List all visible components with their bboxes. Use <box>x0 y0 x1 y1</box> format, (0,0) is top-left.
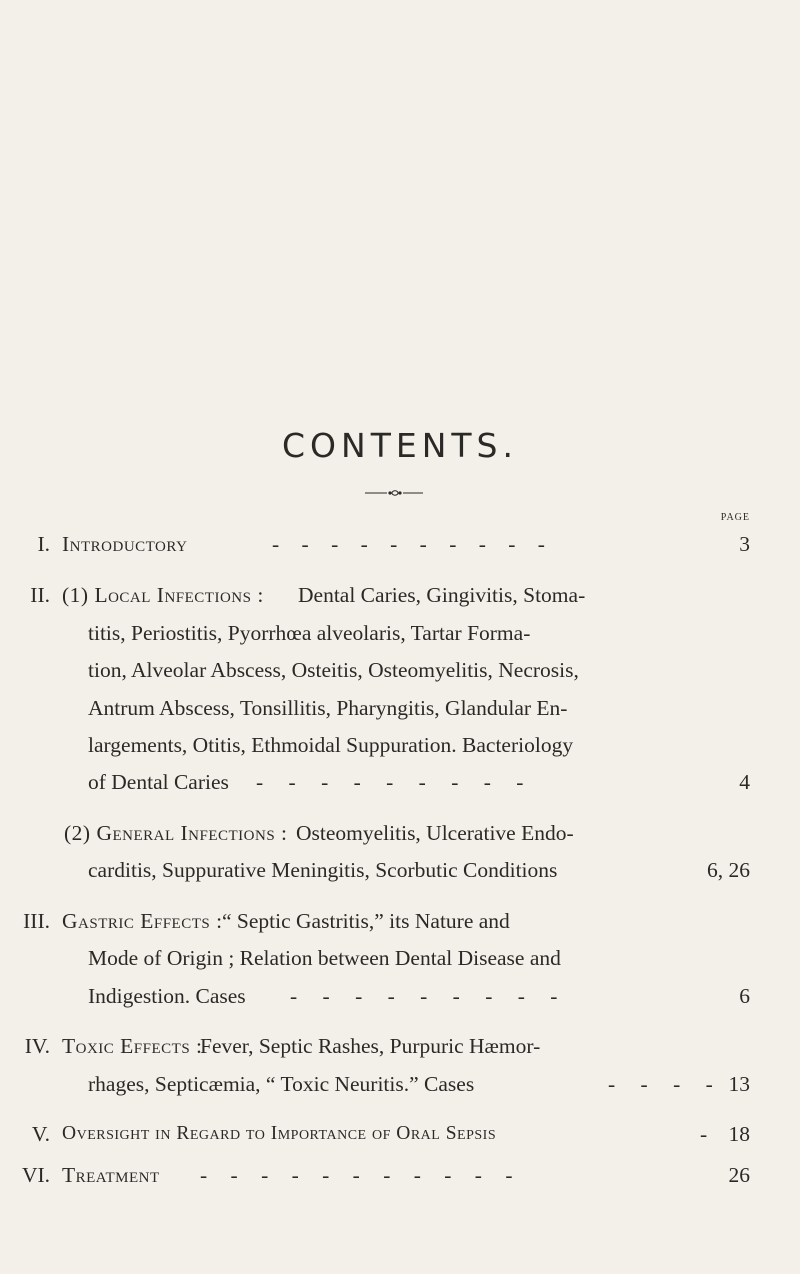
entry-heading: (2) General Infections : <box>64 821 288 845</box>
entry-heading: Gastric Effects : <box>62 909 223 933</box>
entry-heading: Oversight in Regard to Importance of Oral Sepsis <box>62 1123 497 1144</box>
entry-number: IV. <box>24 1034 50 1058</box>
leader-dots: - - - - - - - - - - <box>272 532 545 556</box>
entry-text-line: titis, Periostitis, Pyorrhœa alveolaris, Tartar Forma- <box>88 621 531 645</box>
leader-dots: - - - - - - - - - <box>256 770 524 794</box>
entry-page: 3 <box>739 532 750 556</box>
entry-text-line: Antrum Abscess, Tonsillitis, Pharyngitis, Glandular En- <box>88 696 568 720</box>
entry-heading: (1) Local Infections : <box>62 583 264 607</box>
leader-dots: - - - - - - - - - - - <box>200 1163 513 1187</box>
page-column-label: PAGE <box>720 512 750 523</box>
entry-page: 13 <box>728 1072 750 1096</box>
entry-text-line: Dental Caries, Gingivitis, Stoma- <box>298 583 586 607</box>
leader-dots: - <box>700 1122 708 1146</box>
entry-text-line: “ Septic Gastritis,” its Nature and <box>222 909 510 933</box>
ornament-divider <box>365 488 423 498</box>
entry-page: 6, 26 <box>707 858 750 882</box>
entry-number: VI. <box>21 1163 50 1187</box>
entry-number: I. <box>37 532 50 556</box>
entry-heading: Introductory <box>62 532 188 556</box>
entry-number: V. <box>31 1122 50 1146</box>
entry-heading: Treatment <box>62 1163 160 1187</box>
entry-text-line: carditis, Suppurative Meningitis, Scorbutic Conditions <box>88 858 558 882</box>
page-title: CONTENTS. <box>282 426 518 465</box>
entry-text-line: Fever, Septic Rashes, Purpuric Hæmor- <box>200 1034 541 1058</box>
entry-page: 4 <box>739 770 750 794</box>
entry-number: III. <box>23 909 50 933</box>
entry-text-line: largements, Otitis, Ethmoidal Suppuration. Bacteriology <box>88 733 574 757</box>
leader-dots: - - - - - - - - - <box>290 984 558 1008</box>
entry-text-line: rhages, Septicæmia, “ Toxic Neuritis.” Cases <box>88 1072 475 1096</box>
entry-page: 18 <box>728 1122 750 1146</box>
entry-text-line: Indigestion. Cases <box>88 984 246 1008</box>
entry-number: II. <box>30 583 50 607</box>
entry-text-line: of Dental Caries <box>88 770 229 794</box>
leader-dots: - - - - <box>608 1072 713 1096</box>
entry-text-line: Osteomyelitis, Ulcerative Endo- <box>296 821 574 845</box>
entry-page: 26 <box>728 1163 750 1187</box>
entry-text-line: Mode of Origin ; Relation between Dental Disease and <box>88 946 561 970</box>
entry-heading: Toxic Effects : <box>62 1034 203 1058</box>
entry-page: 6 <box>739 984 750 1008</box>
entry-text-line: tion, Alveolar Abscess, Osteitis, Osteomyelitis, Necrosis, <box>88 658 579 682</box>
